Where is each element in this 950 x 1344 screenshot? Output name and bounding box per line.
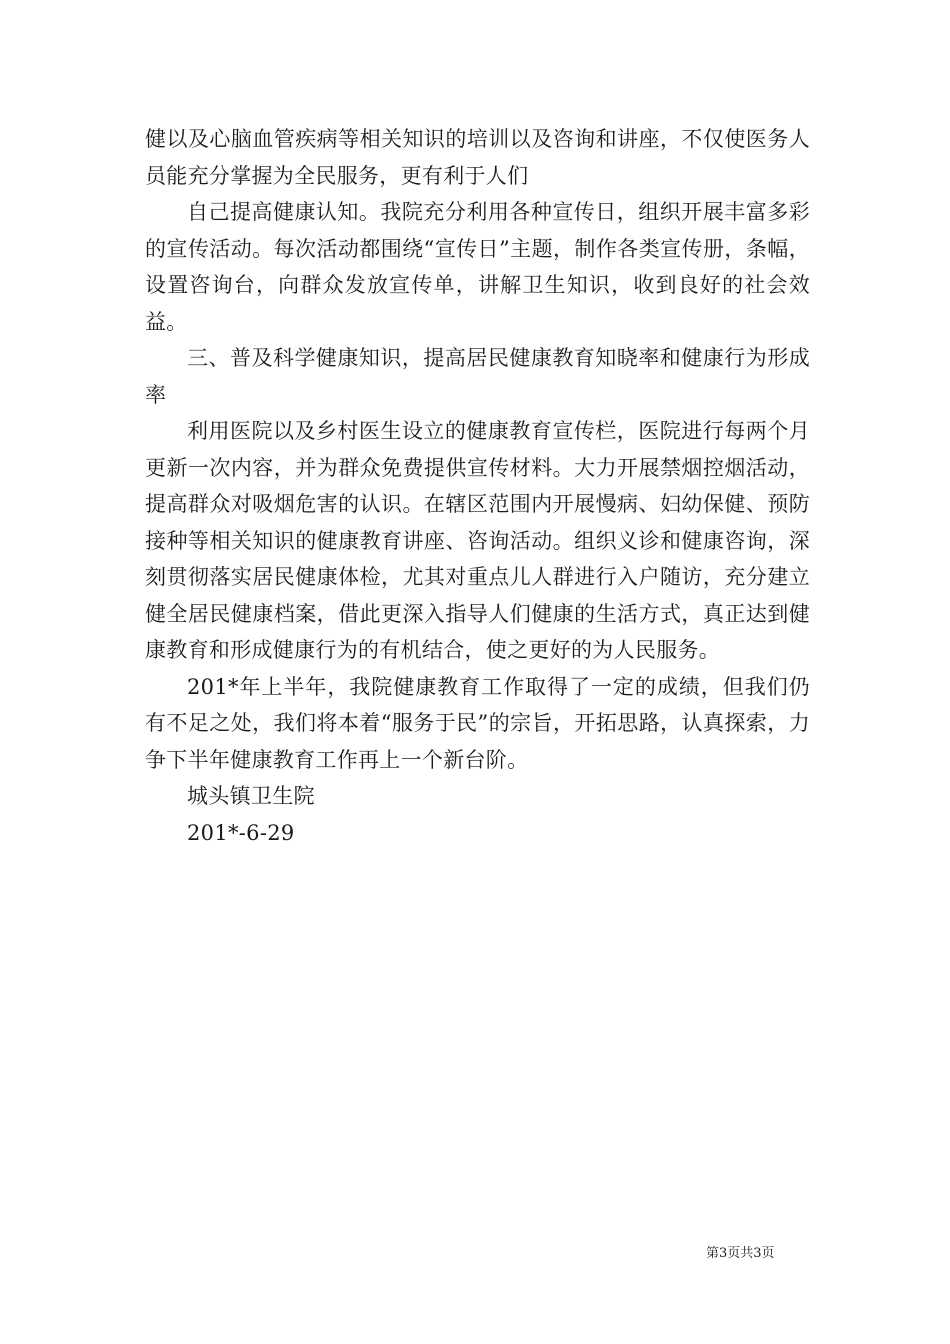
paragraph-training-continuation: 健以及心脑血管疾病等相关知识的培训以及咨询和讲座，不仅使医务人员能充分掌握为全民服务，更有利于人们 xyxy=(145,127,810,188)
paragraph-health-education-measures: 利用医院以及乡村医生设立的健康教育宣传栏，医院进行每两个月更新一次内容，并为群众免费提供宣传材料。大力开展禁烟控烟活动，提高群众对吸烟危害的认识。在辖区范围内开展慢病、妇幼保健、预防接种等相关知识的健康教育讲座、咨询活动。组织义诊和健康咨询，深刻贯彻落实居民健康体检，尤其对重点儿人群进行入户随访，充分建立健全居民健康档案，借此更深入指导人们健康的生活方式，真正达到健康教育和形成健康行为的有机结合，使之更好的为人民服务。 xyxy=(145,419,810,662)
paragraph-publicity-activities: 自己提高健康认知。我院充分利用各种宣传日，组织开展丰富多彩的宣传活动。每次活动都围绕“宣传日”主题，制作各类宣传册，条幅，设置咨询台，向群众发放宣传单，讲解卫生知识，收到良好的社会效益。 xyxy=(145,200,810,334)
section-heading-three: 三、普及科学健康知识，提高居民健康教育知晓率和健康行为形成率 xyxy=(145,346,810,407)
signature-organization: 城头镇卫生院 xyxy=(187,784,315,808)
signature-date: 201*-6-29 xyxy=(187,820,295,845)
document-body xyxy=(145,121,810,851)
page-number-footer: 第3页共3页 xyxy=(706,1246,775,1261)
paragraph-summary: 201*年上半年，我院健康教育工作取得了一定的成绩，但我们仍有不足之处，我们将本着“服务于民”的宗旨，开拓思路，认真探索，力争下半年健康教育工作再上一个新台阶。 xyxy=(145,674,810,772)
